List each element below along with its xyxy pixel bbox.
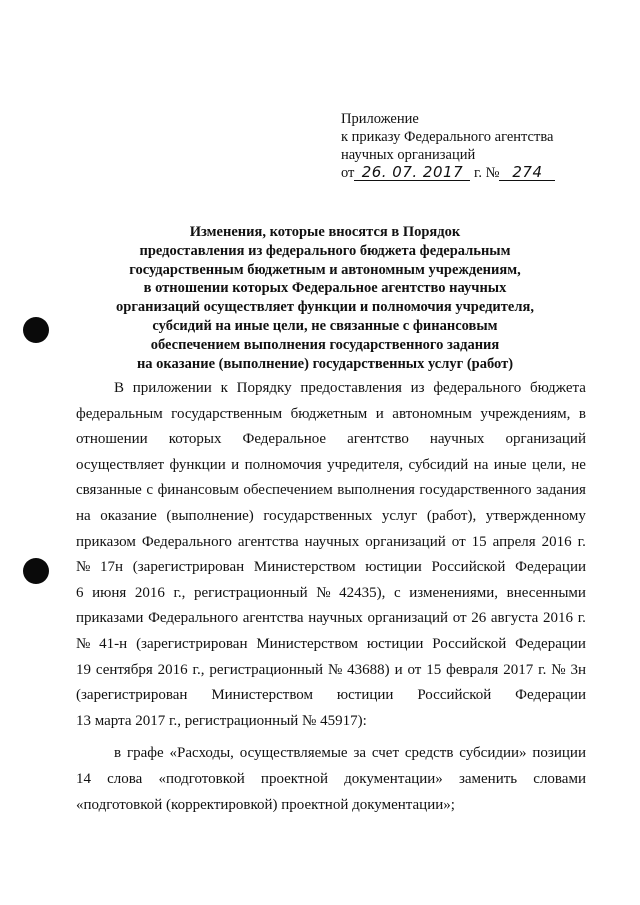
word: в [114,745,122,762]
word: юстиции [366,635,424,652]
appendix-order-ref: к приказу Федерального агентства [341,129,554,145]
word: федеральным [76,405,163,422]
word: от [407,661,422,678]
word: 2017 [503,661,534,678]
word: учреждениям, [480,405,571,422]
word: Федерации [515,687,586,704]
word: средств [404,745,454,762]
word: изменениями, [409,584,499,601]
appendix-label: Приложение [341,111,419,127]
word: из [410,380,425,396]
word: «Расходы, [169,745,234,762]
word: 2016 [157,661,188,678]
text-line [76,632,586,658]
word: 3н [570,661,586,678]
word: позиции [532,745,586,762]
word: приказом [76,533,136,550]
text-line [76,402,586,428]
word: утвержденному [485,507,586,524]
date-prefix: от [341,165,355,181]
word: приложении [132,380,212,396]
word: связанные [76,482,142,499]
word: функции [169,456,226,473]
word: Федерации [515,559,586,576]
word: финансовым [157,482,239,499]
word: сентября [95,661,153,678]
text-line [76,793,586,819]
word: не [571,456,586,473]
word: слова [107,770,143,787]
word: г. [577,533,586,550]
word: 42435), [339,584,386,601]
word: № [327,661,343,678]
text-line [76,658,586,684]
word: и [231,456,240,473]
text-line [76,709,586,735]
word: и [375,405,384,422]
word: словами [533,770,586,787]
document-body [76,376,586,818]
word: государственного [419,482,532,499]
word: регистрационный [209,661,324,678]
word: 17н [100,559,124,576]
word: которых [168,431,222,448]
text-line [76,530,586,556]
text-line [76,453,586,479]
word: 2016 [134,584,165,601]
word: г. [577,610,586,627]
punch-hole-top [23,317,49,343]
word: августа [490,610,539,627]
word: организаций [367,610,449,627]
word: и [394,661,403,678]
word: Федеральное [242,431,327,448]
word: федерального [433,380,522,396]
word: (зарегистрирован [76,687,188,704]
word: полномочия [244,456,322,473]
word: бюджетным [290,405,368,422]
word: научных [304,533,360,550]
word: 2016 [543,610,574,627]
word: учредителя, [327,456,404,473]
word: юстиции [336,687,394,704]
word: научных [308,610,363,627]
word: агентства [237,533,299,550]
word: цели, [531,456,566,473]
word: «подготовкой (корректировкой) проектной документации»; [76,796,455,813]
title-line: Изменения, которые вносятся в Порядок [189,224,461,240]
word: апреля [492,533,536,550]
punch-hole-bottom [23,558,49,584]
word: графе [126,745,164,762]
word: 14 [76,770,91,787]
word: Министерством [211,687,314,704]
word: агентства [242,610,304,627]
handwritten-order-number: 274 [499,164,555,181]
title-line: на оказание (выполнение) государственных услуг (работ) [136,355,514,372]
word: 6 [76,584,84,601]
word: организаций [365,533,446,550]
date-suffix: г. № [474,165,500,181]
word: 41-н [99,635,128,652]
word: услуг [381,507,418,524]
word: Федерального [148,610,239,627]
word: на [76,507,91,524]
word: научных [429,431,485,448]
word: заменить [458,770,518,787]
word: проектной [260,770,328,787]
word: бюджета [529,380,586,396]
word: Министерством [253,559,356,576]
handwritten-date: 26. 07. 2017 [354,164,470,181]
text-line [76,741,586,767]
text-line [76,427,586,453]
word: № [551,661,566,678]
word: организаций [505,431,586,448]
title-line: субсидий на иные цели, не связанные с финансовым [152,317,498,334]
word: задания [536,482,586,499]
word: к [220,380,228,396]
word: 15 [471,533,487,550]
word: от [451,533,466,550]
text-line [76,376,586,402]
title-line: государственным бюджетным и автономным учреждениям, [129,261,521,278]
title-line: организаций осуществляет функции и полномочия учредителя, [116,299,534,316]
word: Федерации [515,635,586,652]
word: с [146,482,154,499]
text-line [76,504,586,530]
word: за [353,745,367,762]
word: 26 [471,610,487,627]
word: № [76,635,91,652]
text-line [76,555,586,581]
document-title [95,223,555,373]
word: июня [92,584,127,601]
appendix-date-line [341,164,611,182]
word: г. [538,661,547,678]
title-line: в отношении которых Федеральное агентство научных [143,280,507,297]
word: 43688) [347,661,390,678]
text-line [76,581,586,607]
appendix-header [341,110,611,182]
word: государственных [263,507,373,524]
word: Российской [431,559,506,576]
word: № [316,584,331,601]
word: в [578,405,586,422]
word: осуществляемые [239,745,348,762]
word: субсидии» [459,745,527,762]
word: г., [173,584,186,601]
word: 2016 [541,533,572,550]
word: выполнения [337,482,415,499]
word: агентство [347,431,409,448]
word: Российской [417,687,492,704]
word: Порядку [236,380,292,396]
word: февраля [446,661,499,678]
word: регистрационный [194,584,308,601]
word: № [76,559,91,576]
text-line [76,606,586,632]
word: (зарегистрирован [132,559,245,576]
title-line: предоставления из федерального бюджета федеральным [139,242,511,259]
word: юстиции [365,559,422,576]
word: 15 [426,661,442,678]
word: автономным [392,405,472,422]
appendix-agency: научных организаций [341,147,476,163]
word: 19 [76,661,91,678]
word: «подготовкой [158,770,245,787]
word: отношении [76,431,148,448]
word: предоставления [300,380,402,396]
word: от [452,610,467,627]
word: В [114,380,125,396]
word: внесенными [506,584,586,601]
text-line [76,478,586,504]
word: Министерством [256,635,359,652]
text-line [76,767,586,793]
word: государственным [171,405,283,422]
word: (работ), [426,507,477,524]
word: обеспечением [243,482,333,499]
text-line [76,683,586,709]
word: оказание [100,507,157,524]
word: приказами [76,610,144,627]
word: (зарегистрирован [136,635,248,652]
word: счет [371,745,400,762]
word: Федерального [141,533,232,550]
title-line: обеспечением выполнения государственного задания [150,336,500,353]
word: с [393,584,401,601]
word: субсидий [408,456,469,473]
word: Российской [432,635,507,652]
word: г., [192,661,205,678]
word: 13 марта 2017 г., регистрационный № 45917): [76,712,367,729]
word: осуществляет [76,456,165,473]
word: иные [493,456,527,473]
paragraph-1 [76,376,586,734]
paragraph-2 [76,741,586,818]
word: документации» [344,770,443,787]
word: (выполнение) [166,507,254,524]
word: на [473,456,489,473]
